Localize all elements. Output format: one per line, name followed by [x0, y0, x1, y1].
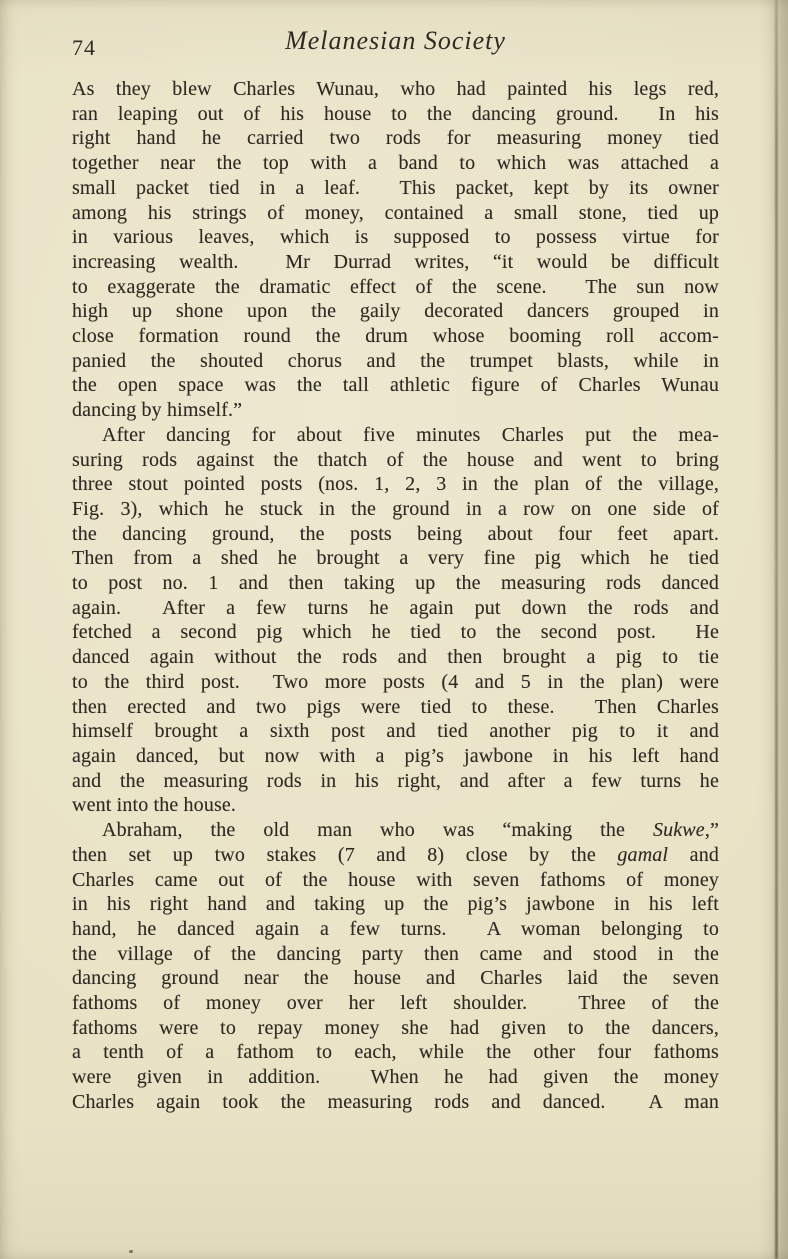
- text-line: [72, 151, 719, 176]
- text-segment: among his strings of money, contained a small stone, tied up: [72, 201, 719, 224]
- text-segment: danced again without the rods and then brought a pig to tie: [72, 646, 719, 669]
- text-segment: ran leaping out of his house to the dancing ground. In his: [72, 102, 719, 125]
- text-segment: hand, he danced again a few turns. A woman belonging to: [72, 917, 719, 940]
- text-line: [72, 917, 719, 942]
- text-segment: fathoms were to repay money she had given to the dancers,: [72, 1016, 719, 1039]
- italic-term: Sukwe: [652, 819, 705, 842]
- text-line: [72, 670, 719, 695]
- text-line: [72, 719, 719, 744]
- text-line: [72, 843, 719, 868]
- text-segment: again danced, but now with a pig’s jawbone in his left hand: [72, 744, 719, 767]
- text-line: [72, 201, 719, 226]
- text-line: [72, 423, 719, 448]
- text-segment: panied the shouted chorus and the trumpet blasts, while in: [72, 349, 719, 372]
- text-line: [72, 448, 719, 473]
- text-line: [72, 250, 719, 275]
- text-line: [72, 868, 719, 893]
- text-segment: in his right hand and taking up the pig’s jawbone in his left: [72, 893, 719, 916]
- text-segment: the open space was the tall athletic figure of Charles Wunau: [72, 374, 719, 397]
- paragraph: [72, 818, 719, 1114]
- text-line: [72, 546, 719, 571]
- text-line: [72, 966, 719, 991]
- text-segment: to exaggerate the dramatic effect of the scene. The sun now: [72, 275, 719, 298]
- page-edge-shadow: [758, 0, 788, 1259]
- text-line: [72, 892, 719, 917]
- text-line: [72, 1090, 719, 1115]
- text-line: [72, 1040, 719, 1065]
- text-segment: high up shone upon the gaily decorated dancers grouped in: [72, 300, 719, 323]
- page-body: [72, 77, 719, 1115]
- text-segment: a tenth of a fathom to each, while the other four fathoms: [72, 1041, 719, 1064]
- page-header: [72, 26, 719, 66]
- page-number: 74: [72, 35, 96, 60]
- text-line: [72, 299, 719, 324]
- text-line: [72, 472, 719, 497]
- text-segment: to the third post. Two more posts (4 and 5 in the plan) were: [72, 670, 719, 693]
- text-segment: then set up two stakes (7 and 8) close by the: [72, 843, 618, 866]
- text-segment: As they blew Charles Wunau, who had painted his legs red,: [72, 78, 719, 100]
- text-line: [72, 497, 719, 522]
- text-segment: in various leaves, which is supposed to possess virtue for: [72, 226, 719, 249]
- text-line: [72, 991, 719, 1016]
- text-segment: dancing by himself.”: [72, 399, 243, 422]
- text-line: [72, 126, 719, 151]
- text-segment: the village of the dancing party then came and stood in the: [72, 942, 719, 965]
- text-line: [72, 620, 719, 645]
- text-segment: to post no. 1 and then taking up the measuring rods danced: [72, 572, 719, 595]
- text-line: [72, 695, 719, 720]
- text-line: [72, 793, 719, 818]
- text-line: [72, 373, 719, 398]
- text-line: [72, 398, 719, 423]
- text-line: [72, 176, 719, 201]
- text-segment: small packet tied in a leaf. This packet, kept by its owner: [72, 176, 719, 199]
- text-segment: After dancing for about five minutes Charles put the mea-: [102, 423, 719, 446]
- text-segment: ,”: [704, 819, 719, 842]
- text-segment: went into the house.: [72, 794, 237, 817]
- text-line: [72, 349, 719, 374]
- text-segment: together near the top with a band to which was attached a: [72, 152, 719, 175]
- paragraph: [72, 77, 719, 423]
- italic-term: gamal: [617, 843, 669, 866]
- text-line: [72, 225, 719, 250]
- text-line: [72, 596, 719, 621]
- text-segment: Fig. 3), which he stuck in the ground in a row on one side of: [72, 497, 719, 520]
- text-line: [72, 744, 719, 769]
- text-segment: close formation round the drum whose booming roll accom-: [72, 325, 719, 348]
- text-line: [72, 645, 719, 670]
- text-line: [72, 571, 719, 596]
- text-segment: himself brought a sixth post and tied another pig to it and: [72, 720, 719, 743]
- text-segment: were given in addition. When he had given the money: [72, 1066, 719, 1089]
- text-segment: three stout pointed posts (nos. 1, 2, 3 in the plan of the village,: [72, 473, 719, 496]
- text-line: [72, 275, 719, 300]
- text-line: [72, 769, 719, 794]
- text-segment: increasing wealth. Mr Durrad writes, “it would be difficult: [72, 250, 719, 273]
- text-line: [72, 522, 719, 547]
- text-segment: and: [668, 843, 720, 866]
- paragraph: [72, 423, 719, 818]
- text-segment: suring rods against the thatch of the house and went to bring: [72, 448, 719, 471]
- text-segment: Charles again took the measuring rods and danced. A man: [72, 1090, 719, 1113]
- running-title: Melanesian Society: [285, 26, 506, 55]
- text-segment: Abraham, the old man who was “making the: [102, 819, 653, 842]
- text-segment: right hand he carried two rods for measuring money tied: [72, 127, 719, 150]
- text-line: [72, 942, 719, 967]
- text-segment: dancing ground near the house and Charles laid the seven: [72, 967, 719, 990]
- text-line: [72, 77, 719, 102]
- text-segment: fathoms of money over her left shoulder. Three of the: [72, 992, 719, 1015]
- text-line: [72, 324, 719, 349]
- text-segment: fetched a second pig which he tied to the second post. He: [72, 621, 719, 644]
- text-segment: the dancing ground, the posts being about four feet apart.: [72, 522, 719, 545]
- text-line: [72, 1065, 719, 1090]
- text-segment: Then from a shed he brought a very fine pig which he tied: [72, 547, 719, 570]
- text-line: [72, 102, 719, 127]
- text-line: [72, 818, 719, 843]
- page-edge-line: [775, 0, 778, 1259]
- text-segment: again. After a few turns he again put down the rods and: [72, 596, 719, 619]
- text-segment: then erected and two pigs were tied to these. Then Charles: [72, 695, 719, 718]
- text-segment: Charles came out of the house with seven fathoms of money: [72, 868, 719, 891]
- text-segment: and the measuring rods in his right, and after a few turns he: [72, 769, 719, 792]
- text-line: [72, 1016, 719, 1041]
- ink-speck: [129, 1250, 133, 1253]
